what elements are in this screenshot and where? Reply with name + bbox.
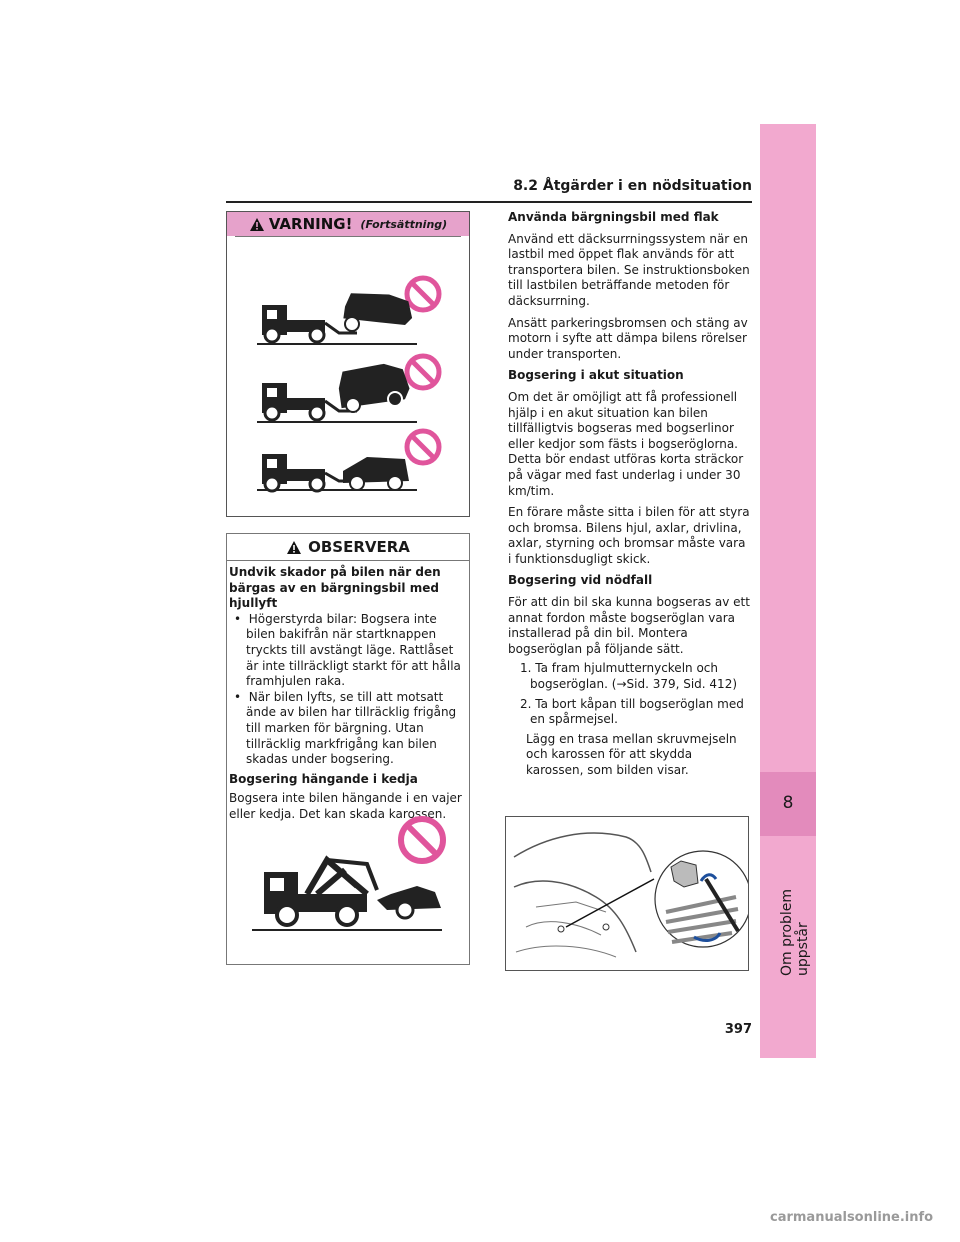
section-header: 8.2 Åtgärder i en nödsituation [513,178,752,194]
paragraph-emergency-2: En förare måste sitta i bilen för att styra och bromsa. Bilens hjul, axlar, drivlina, axlar, styrning och bromsar måste vara i funktionsdugligt skick. [508,505,750,566]
step-1: 1. Ta fram hjulmutternyckeln och bogseröglan. (→Sid. 379, Sid. 412) [520,661,738,692]
tow-row-1 [257,278,439,344]
chain-tow-illustration [227,810,469,960]
warning-box [226,211,470,517]
warning-title: VARNING! [268,215,353,233]
chapter-title: Om problem uppstår [779,888,811,976]
tow-eye-cover-figure [505,816,749,971]
warning-subtitle: (Fortsättning) [360,217,448,231]
page-number: 397 [724,1022,752,1037]
notice-bullet-2: • När bilen lyfts, se till att motsatt ände av bilen har tillräcklig frigång till marken för bärgning. Utan tillräcklig markfrigång kan bilen skadas under bogsering. [234,689,457,767]
step-2: 2. Ta bort kåpan till bogseröglan med en spårmejsel. [520,696,744,727]
paragraph-flatbed-2: Ansätt parkeringsbromsen och stäng av motorn i syfte att dämpa bilens rörelser under transporten. [508,315,748,361]
notice-title: OBSERVERA [308,538,410,556]
section-heading-flatbed: Använda bärgningsbil med flak [508,210,719,224]
notice-bullet-1: • Högerstyrda bilar: Bogsera inte bilen bakifrån när startknappen tryckts till avstängt läge. Rattlåset är inte tillräckligt starkt för att hålla framhjulen raka. [234,611,461,689]
notice-text-block [229,565,467,823]
step-2-note: Lägg en trasa mellan skruvmejseln och karossen för att skydda karossen, som bilden visar. [526,731,737,777]
tow-eye-illustration [506,817,748,970]
section-heading-towing: Bogsering vid nödfall [508,573,653,588]
paragraph-emergency-1: Om det är omöjligt att få professionell hjälp i en akut situation kan bilen tillfälligtvis bogseras med bogserlinor eller kedjor som fästs i bogseröglorna. Detta bör endast utföras korta sträckor på vägar med fast underlag i under 30 km/tim. [508,389,744,498]
notice-heading-2: Bogsering hängande i kedja [229,771,418,786]
caution-triangle-icon [286,540,302,555]
paragraph-flatbed-1: Använd ett däcksurrningssystem när en lastbil med öppet flak används för att transportera bilen. Se instruktionsboken till lastbilen beträffande metoden för däcksurrning. [508,231,750,308]
notice-bullet-2-text: När bilen lyfts, se till att motsatt ände av bilen har tillräcklig frigång till marken för bärgning. Utan tillräcklig markfrigång kan bilen skadas under bogsering. [246,689,457,767]
paragraph-towing: För att din bil ska kunna bogseras av ett annat fordon måste bogseröglan vara installerad på din bil. Montera bogseröglan på följande sätt. [508,595,750,656]
right-column-text [508,210,752,779]
watermark-footer: carmanualsonline.info [770,1210,934,1225]
tow-row-2 [257,356,439,422]
section-heading-emergency: Bogsering i akut situation [508,368,684,383]
warning-triangle-icon [249,217,265,232]
notice-bullet-1-text: Högerstyrda bilar: Bogsera inte bilen bakifrån när startknappen tryckts till avstängt läge. Rattlåset är inte tillräckligt starkt för att hålla framhjulen raka. [246,611,461,689]
notice-header [227,534,469,561]
tow-row-3 [257,431,439,491]
warning-header [227,212,469,236]
chapter-number: 8 [782,793,794,813]
notice-heading-1: Undvik skador på bilen när den bärgas av en bärgningsbil med hjullyft [229,565,441,611]
notice-text-2: Bogsera inte bilen hängande i en vajer eller kedja. Det kan skada karossen. [229,791,462,821]
header-divider [226,201,752,203]
towing-illustration [227,237,469,515]
